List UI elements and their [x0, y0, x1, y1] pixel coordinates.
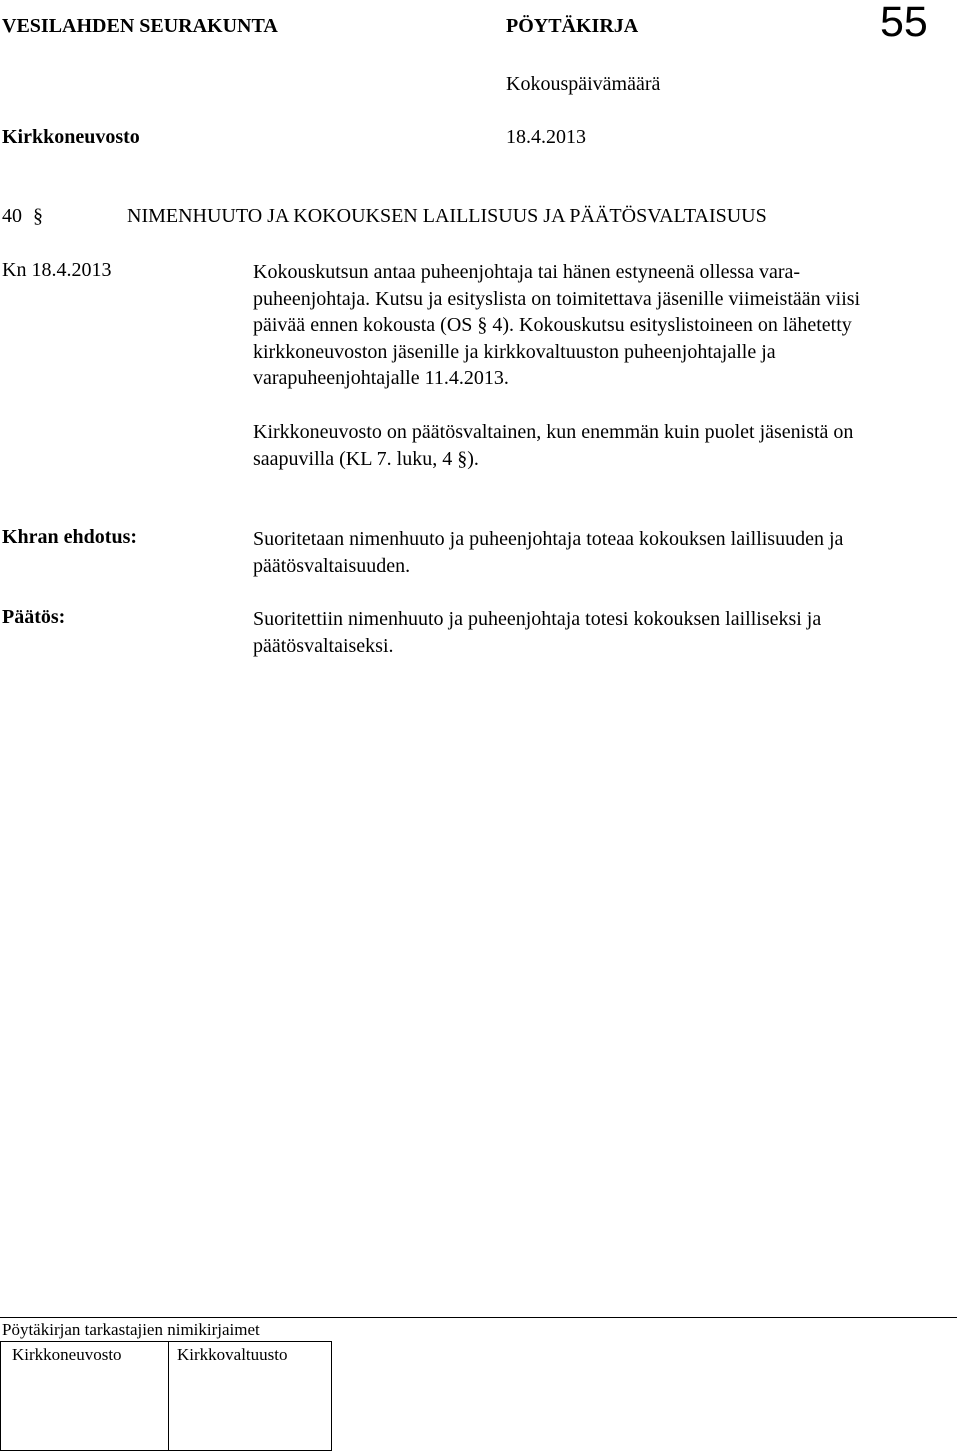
paragraph-quorum — [253, 419, 953, 472]
decision-text — [253, 606, 953, 659]
page-number: 55 — [880, 0, 928, 46]
entry-reference: Kn 18.4.2013 — [2, 259, 112, 281]
paragraph-line: saapuvilla (KL 7. luku, 4 §). — [253, 447, 479, 470]
proposal-label: Khran ehdotus: — [2, 526, 138, 548]
organization-name: VESILAHDEN SEURAKUNTA — [2, 15, 278, 37]
paragraph-line: päätösvaltaiseksi. — [253, 634, 394, 657]
initials-column-divider — [168, 1342, 169, 1450]
paragraph-line: päivää ennen kokousta (OS § 4). Kokouskutsu esityslistoineen on lähetetty — [253, 314, 852, 336]
paragraph-invitation — [253, 259, 953, 392]
footer-title: Pöytäkirjan tarkastajien nimikirjaimet — [2, 1320, 260, 1339]
section-number — [2, 205, 43, 228]
decision-label: Päätös: — [2, 606, 66, 628]
paragraph-line: Kokouskutsun antaa puheenjohtaja tai hänen estyneenä ollessa vara- — [253, 261, 801, 283]
section-symbol: § — [33, 205, 43, 227]
paragraph-line: Suoritetaan nimenhuuto ja puheenjohtaja toteaa kokouksen laillisuuden ja — [253, 528, 844, 550]
paragraph-line: päätösvaltaisuuden. — [253, 554, 411, 577]
meeting-date: 18.4.2013 — [506, 126, 586, 148]
initials-table — [0, 1341, 332, 1451]
section-title: NIMENHUUTO JA KOKOUKSEN LAILLISUUS JA PÄÄTÖSVALTAISUUS — [127, 205, 767, 227]
meeting-body: Kirkkoneuvosto — [2, 126, 140, 148]
proposal-text — [253, 526, 953, 579]
section-number-value: 40 — [2, 205, 22, 227]
date-label: Kokouspäivämäärä — [506, 73, 661, 95]
paragraph-line: Suoritettiin nimenhuuto ja puheenjohtaja totesi kokouksen lailliseksi ja — [253, 608, 822, 630]
paragraph-line: Kirkkoneuvosto on päätösvaltainen, kun enemmän kuin puolet jäsenistä on — [253, 421, 854, 443]
footer-divider — [0, 1317, 957, 1318]
document-type: PÖYTÄKIRJA — [506, 15, 639, 37]
initials-column-council: Kirkkoneuvosto — [12, 1345, 122, 1364]
initials-column-assembly: Kirkkovaltuusto — [177, 1345, 288, 1364]
paragraph-line: puheenjohtaja. Kutsu ja esityslista on toimitettava jäsenille viimeistään viisi — [253, 287, 861, 310]
paragraph-line: varapuheenjohtajalle 11.4.2013. — [253, 367, 509, 389]
paragraph-line: kirkkoneuvoston jäsenille ja kirkkovaltuuston puheenjohtajalle ja — [253, 340, 776, 363]
